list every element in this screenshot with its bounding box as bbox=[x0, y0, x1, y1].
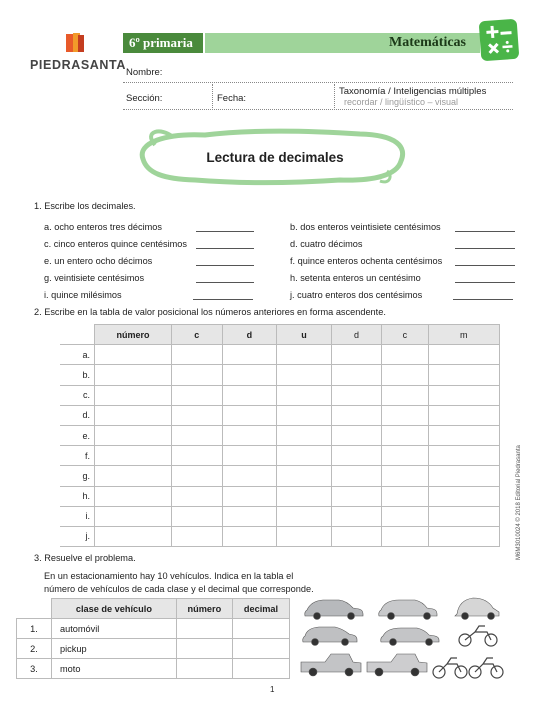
col-header: d bbox=[331, 325, 382, 345]
answer-cell[interactable] bbox=[172, 385, 223, 405]
answer-cell[interactable] bbox=[277, 446, 332, 466]
answer-cell[interactable] bbox=[172, 405, 223, 425]
col-header: número bbox=[95, 325, 172, 345]
q1-item: f. quince enteros ochenta centésimos bbox=[290, 256, 443, 266]
answer-blank[interactable] bbox=[193, 299, 253, 300]
q1-item: a. ocho enteros tres décimos bbox=[44, 222, 162, 232]
table-row bbox=[17, 619, 290, 639]
answer-cell[interactable] bbox=[382, 466, 428, 486]
row-label: f. bbox=[60, 446, 95, 466]
row-label: e. bbox=[60, 425, 95, 445]
row-number: 2. bbox=[17, 639, 52, 659]
answer-cell[interactable] bbox=[428, 405, 499, 425]
field-divider bbox=[334, 84, 335, 110]
taxonomy-sub: recordar / lingüístico – visual bbox=[344, 97, 459, 107]
answer-blank[interactable] bbox=[196, 265, 254, 266]
answer-cell[interactable] bbox=[95, 385, 172, 405]
answer-cell[interactable] bbox=[277, 405, 332, 425]
table-row bbox=[60, 486, 500, 506]
piedrasanta-logo-icon bbox=[64, 32, 86, 54]
answer-cell[interactable] bbox=[176, 619, 232, 639]
table-row bbox=[60, 466, 500, 486]
col-header: m bbox=[428, 325, 499, 345]
answer-cell[interactable] bbox=[222, 365, 277, 385]
row-label: c. bbox=[60, 385, 95, 405]
q1-item: i. quince milésimos bbox=[44, 290, 122, 300]
answer-cell[interactable] bbox=[331, 526, 382, 546]
answer-blank[interactable] bbox=[453, 299, 513, 300]
q2-prompt: 2. Escribe en la tabla de valor posicional los números anteriores en forma ascendente. bbox=[34, 307, 386, 317]
answer-blank[interactable] bbox=[196, 231, 254, 232]
worksheet-title: Lectura de decimales bbox=[206, 150, 344, 165]
answer-cell[interactable] bbox=[172, 506, 223, 526]
grade-bar bbox=[123, 33, 203, 53]
date-label: Fecha: bbox=[217, 93, 247, 104]
answer-cell[interactable] bbox=[331, 405, 382, 425]
answer-cell[interactable] bbox=[222, 506, 277, 526]
answer-cell[interactable] bbox=[222, 385, 277, 405]
answer-cell[interactable] bbox=[428, 506, 499, 526]
col-header: c bbox=[382, 325, 428, 345]
answer-cell[interactable] bbox=[222, 425, 277, 445]
answer-cell[interactable] bbox=[95, 466, 172, 486]
answer-cell[interactable] bbox=[172, 425, 223, 445]
table-header-row bbox=[60, 325, 500, 345]
answer-cell[interactable] bbox=[428, 486, 499, 506]
answer-cell[interactable] bbox=[277, 425, 332, 445]
answer-cell[interactable] bbox=[331, 385, 382, 405]
page-number: 1 bbox=[270, 685, 275, 694]
answer-cell[interactable] bbox=[172, 446, 223, 466]
answer-cell[interactable] bbox=[222, 526, 277, 546]
row-label: b. bbox=[60, 365, 95, 385]
answer-cell[interactable] bbox=[222, 466, 277, 486]
answer-cell[interactable] bbox=[95, 486, 172, 506]
table-row bbox=[60, 425, 500, 445]
answer-cell[interactable] bbox=[222, 446, 277, 466]
grade-label: 6º primaria bbox=[129, 35, 193, 50]
table-row bbox=[17, 659, 290, 679]
answer-blank[interactable] bbox=[196, 248, 254, 249]
answer-cell[interactable] bbox=[331, 446, 382, 466]
corner-cell bbox=[17, 599, 52, 619]
row-label: d. bbox=[60, 405, 95, 425]
row-label: j. bbox=[60, 526, 95, 546]
answer-cell[interactable] bbox=[95, 425, 172, 445]
row-label: g. bbox=[60, 466, 95, 486]
pickup-icon bbox=[301, 654, 361, 676]
answer-cell[interactable] bbox=[331, 486, 382, 506]
vehicle-class: pickup bbox=[52, 639, 177, 659]
table-row bbox=[60, 365, 500, 385]
vehicle-class: moto bbox=[52, 659, 177, 679]
row-number: 3. bbox=[17, 659, 52, 679]
vehicle-class: automóvil bbox=[52, 619, 177, 639]
answer-cell[interactable] bbox=[382, 486, 428, 506]
answer-cell[interactable] bbox=[331, 466, 382, 486]
section-field[interactable] bbox=[123, 109, 513, 110]
answer-cell[interactable] bbox=[95, 526, 172, 546]
place-value-table bbox=[60, 324, 500, 547]
answer-cell[interactable] bbox=[172, 466, 223, 486]
answer-cell[interactable] bbox=[428, 365, 499, 385]
row-label: a. bbox=[60, 345, 95, 365]
q1-item: c. cinco enteros quince centésimos bbox=[44, 239, 187, 249]
car-icon bbox=[379, 600, 437, 620]
table-row bbox=[60, 506, 500, 526]
answer-cell[interactable] bbox=[428, 466, 499, 486]
answer-cell[interactable] bbox=[382, 345, 428, 365]
row-number: 1. bbox=[17, 619, 52, 639]
answer-cell[interactable] bbox=[95, 405, 172, 425]
answer-cell[interactable] bbox=[222, 345, 277, 365]
q1-item: b. dos enteros veintisiete centésimos bbox=[290, 222, 441, 232]
vehicle-table bbox=[16, 598, 290, 679]
answer-cell[interactable] bbox=[331, 425, 382, 445]
col-header: decimal bbox=[232, 599, 289, 619]
field-divider bbox=[212, 84, 213, 110]
brand-name: PIEDRASANTA bbox=[30, 58, 126, 72]
answer-blank[interactable] bbox=[455, 231, 515, 232]
answer-cell[interactable] bbox=[277, 486, 332, 506]
math-operations-icon bbox=[479, 19, 520, 62]
answer-cell[interactable] bbox=[95, 345, 172, 365]
answer-blank[interactable] bbox=[455, 282, 515, 283]
answer-cell[interactable] bbox=[428, 425, 499, 445]
answer-cell[interactable] bbox=[172, 526, 223, 546]
answer-cell[interactable] bbox=[382, 385, 428, 405]
table-row bbox=[60, 526, 500, 546]
row-label: i. bbox=[60, 506, 95, 526]
motorcycle-icon bbox=[433, 658, 467, 678]
q3-text: número de vehículos de cada clase y el decimal que corresponde. bbox=[44, 584, 314, 594]
col-header: número bbox=[176, 599, 232, 619]
col-header: c bbox=[172, 325, 223, 345]
answer-cell[interactable] bbox=[277, 526, 332, 546]
col-header: d bbox=[222, 325, 277, 345]
answer-cell[interactable] bbox=[176, 639, 232, 659]
answer-blank[interactable] bbox=[455, 265, 515, 266]
answer-cell[interactable] bbox=[382, 506, 428, 526]
row-label: h. bbox=[60, 486, 95, 506]
q3-prompt: 3. Resuelve el problema. bbox=[34, 553, 136, 563]
table-row bbox=[60, 385, 500, 405]
motorcycle-icon bbox=[459, 626, 497, 646]
car-icon bbox=[455, 598, 499, 620]
q3-text: En un estacionamiento hay 10 vehículos. Indica en la tabla el bbox=[44, 571, 294, 581]
q1-item: g. veintisiete centésimos bbox=[44, 273, 145, 283]
subject-label: Matemáticas bbox=[389, 35, 466, 50]
table-header-row bbox=[17, 599, 290, 619]
answer-cell[interactable] bbox=[95, 506, 172, 526]
q1-prompt: 1. Escribe los decimales. bbox=[34, 201, 136, 211]
car-icon bbox=[381, 628, 439, 646]
answer-cell[interactable] bbox=[232, 619, 289, 639]
answer-cell[interactable] bbox=[382, 526, 428, 546]
parking-lot-illustration bbox=[295, 592, 507, 687]
copyright-note: M6M3010024 © 2018 Editorial Piedrasanta bbox=[516, 445, 522, 560]
answer-cell[interactable] bbox=[277, 345, 332, 365]
subject-bar bbox=[205, 33, 480, 53]
answer-cell[interactable] bbox=[222, 486, 277, 506]
answer-cell[interactable] bbox=[277, 365, 332, 385]
answer-cell[interactable] bbox=[382, 405, 428, 425]
answer-cell[interactable] bbox=[176, 659, 232, 679]
col-header: u bbox=[277, 325, 332, 345]
answer-blank[interactable] bbox=[455, 248, 515, 249]
car-icon bbox=[303, 627, 357, 646]
q1-item: d. cuatro décimos bbox=[290, 239, 363, 249]
answer-cell[interactable] bbox=[428, 385, 499, 405]
answer-cell[interactable] bbox=[232, 659, 289, 679]
answer-cell[interactable] bbox=[277, 506, 332, 526]
answer-cell[interactable] bbox=[428, 446, 499, 466]
section-label: Sección: bbox=[126, 93, 163, 104]
answer-cell[interactable] bbox=[331, 506, 382, 526]
pickup-icon bbox=[367, 654, 427, 676]
answer-cell[interactable] bbox=[428, 526, 499, 546]
answer-cell[interactable] bbox=[277, 385, 332, 405]
answer-cell[interactable] bbox=[172, 345, 223, 365]
answer-cell[interactable] bbox=[222, 405, 277, 425]
answer-blank[interactable] bbox=[196, 282, 254, 283]
car-icon bbox=[305, 600, 363, 620]
answer-cell[interactable] bbox=[277, 466, 332, 486]
q1-item: h. setenta enteros un centésimo bbox=[290, 273, 421, 283]
name-label: Nombre: bbox=[126, 67, 163, 78]
motorcycle-icon bbox=[469, 658, 503, 678]
table-row bbox=[60, 405, 500, 425]
answer-cell[interactable] bbox=[382, 365, 428, 385]
answer-cell[interactable] bbox=[232, 639, 289, 659]
table-row bbox=[60, 345, 500, 365]
name-field[interactable] bbox=[123, 82, 513, 83]
corner-cell bbox=[60, 325, 95, 345]
answer-cell[interactable] bbox=[382, 446, 428, 466]
answer-cell[interactable] bbox=[382, 425, 428, 445]
taxonomy-label: Taxonomía / Inteligencias múltiples bbox=[339, 86, 487, 97]
col-header: clase de vehículo bbox=[52, 599, 177, 619]
table-row bbox=[60, 446, 500, 466]
answer-cell[interactable] bbox=[331, 345, 382, 365]
answer-cell[interactable] bbox=[95, 446, 172, 466]
answer-cell[interactable] bbox=[172, 486, 223, 506]
answer-cell[interactable] bbox=[95, 365, 172, 385]
q1-item: e. un entero ocho décimos bbox=[44, 256, 153, 266]
answer-cell[interactable] bbox=[172, 365, 223, 385]
answer-cell[interactable] bbox=[428, 345, 499, 365]
answer-cell[interactable] bbox=[331, 365, 382, 385]
q1-item: j. cuatro enteros dos centésimos bbox=[290, 290, 423, 300]
table-row bbox=[17, 639, 290, 659]
